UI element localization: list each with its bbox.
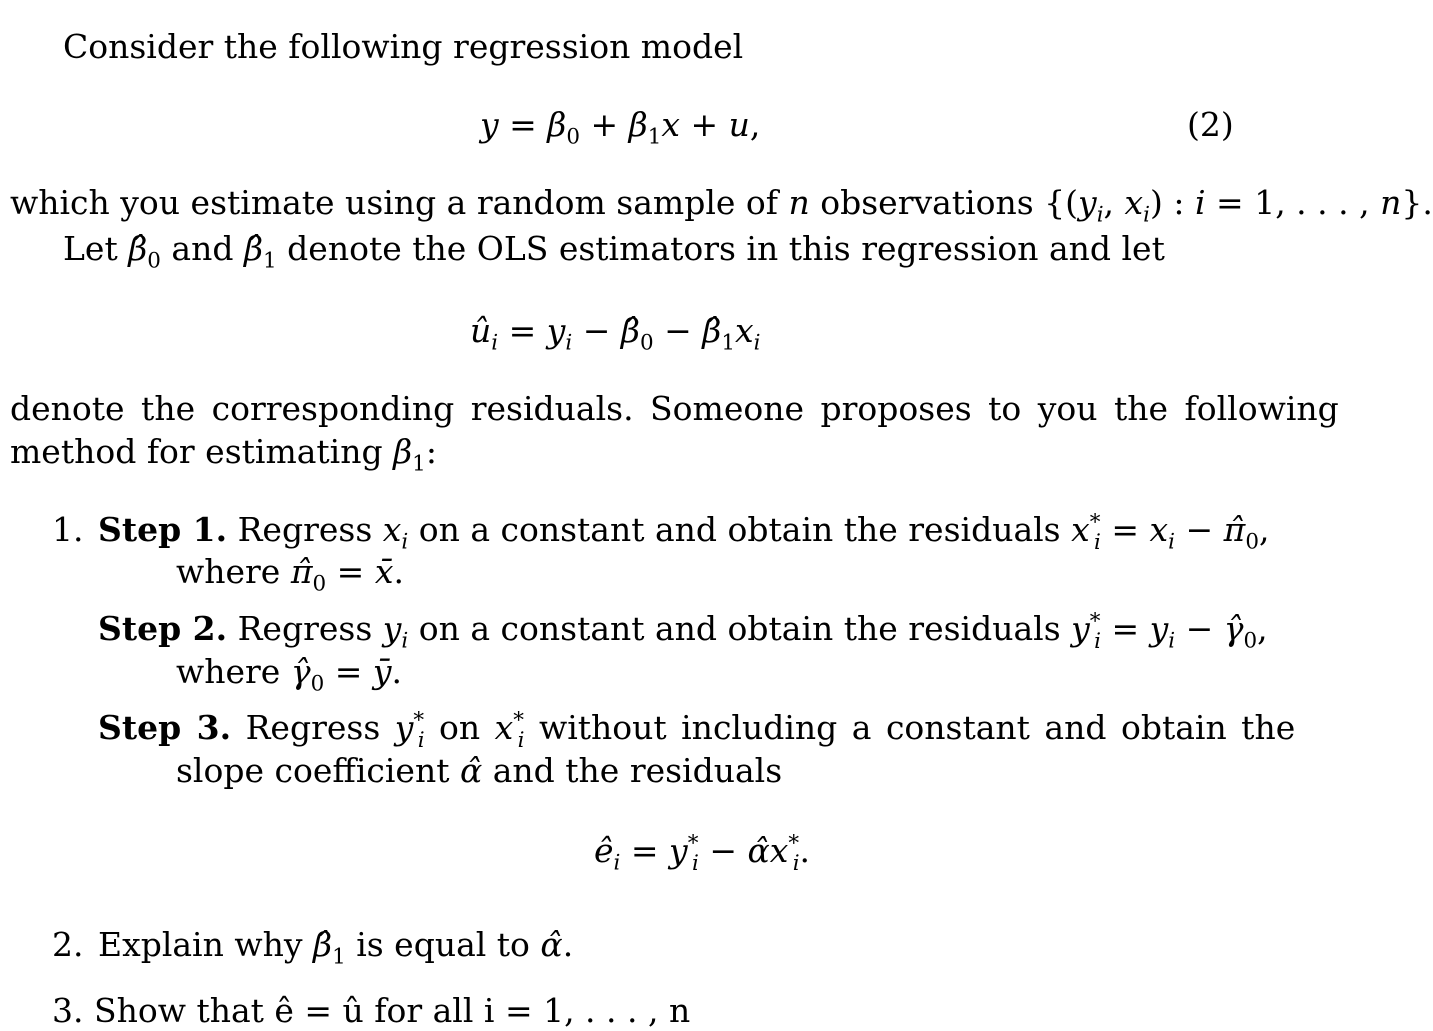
step2-line2: where $\gammâ_0$ = ȳ. [176, 652, 402, 697]
ols-estimators-text: Let $\betâ_0$ and $\betâ_1$ denote the OLS estimators in this regression and let [63, 229, 1165, 274]
denote-text-line2: method for estimating $\beta_1$: [10, 432, 437, 477]
step1-label: Step 1. [98, 510, 228, 549]
step2-label: Step 2. [98, 609, 228, 648]
step2-line1: Step 2. Regress $y_i$ on a constant and obtain the residuals $y^*_i = y_i$ − $\gammâ_0$, [98, 609, 1268, 654]
step3-line2: slope coefficient α̂ and the residuals [176, 751, 783, 790]
step3-line1: Step 3. Regress $y^*_i$ on $x^*_i$ without including a constant and obtain the [98, 708, 1296, 753]
equation-e-residuals: $ê_i = y^*_i$ − $\alphâx^*_i$. [594, 831, 811, 876]
equation-number: (2) [1187, 105, 1234, 144]
item2-text: Explain why $\betâ_1$ is equal to α̂. [98, 925, 574, 970]
equation-residuals: $û_i = y_i$ − $\betâ_0$ − $\betâ_1x_i$ [470, 311, 761, 356]
step3-label: Step 3. [98, 708, 232, 747]
item3-partial: 3. Show that ê = û for all i = 1, . . . , n [52, 991, 691, 1030]
item1-number: 1. [52, 510, 84, 549]
step1-line2: where $\pî_0$ = x̄. [176, 552, 404, 597]
item2-number: 2. [52, 925, 84, 964]
intro-text: Consider the following regression model [63, 27, 744, 66]
step1-line1: Step 1. Regress $x_i$ on a constant and obtain the residuals $x^*_i = x_i$ − $\pî_0$, [98, 510, 1270, 555]
sample-description: which you estimate using a random sample of n observations {($y_i$, $x_i$) : i = 1, . . . , n}. [10, 183, 1433, 228]
denote-text-line1: denote the corresponding residuals. Someone proposes to you the following [10, 389, 1339, 428]
equation-regression-model: $y = \beta_0 + \beta_1x + u$, [480, 105, 761, 150]
